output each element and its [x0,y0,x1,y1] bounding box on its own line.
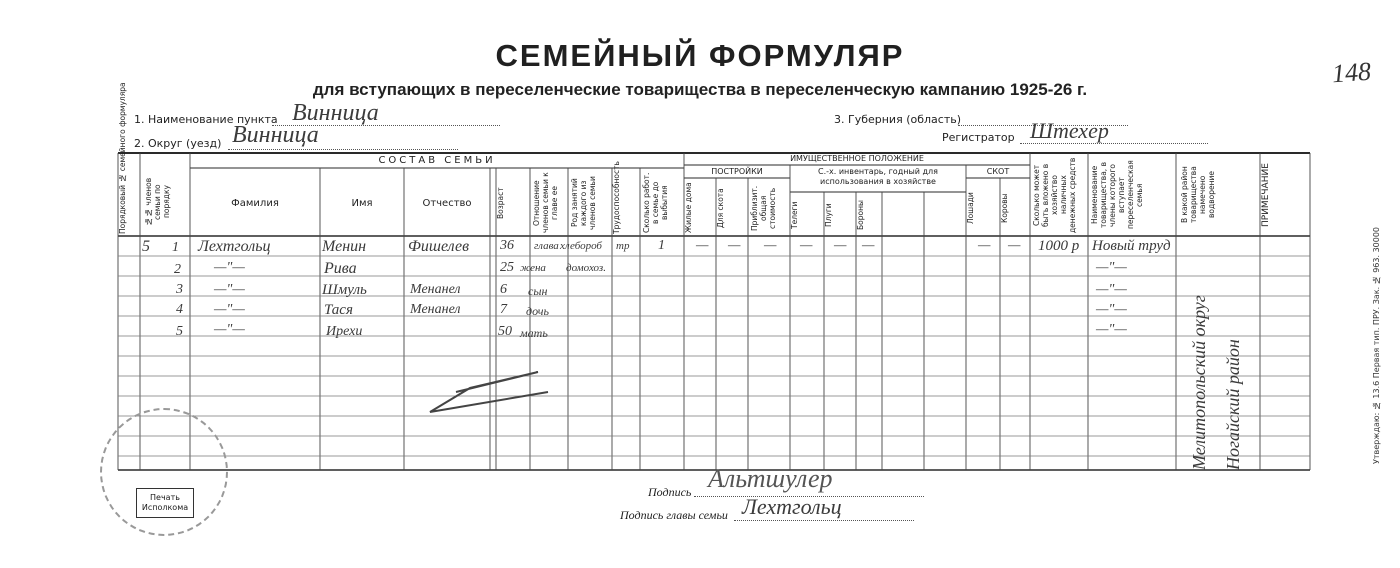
cell-age-4: 7 [500,302,507,317]
cell-money-1: 1000 р [1038,238,1080,254]
head-signature-value: Лехтгольц [742,494,842,519]
stamp-label: Печать Исполкома [136,488,194,518]
col-houses: Жилые дома [684,182,693,234]
field-punkt-value: Винница [292,100,379,126]
cell-surname-5: —"— [214,322,245,337]
cell-form-number: 5 [142,238,150,255]
col-ploughs: Плуги [824,203,833,227]
col-surname: Фамилия [231,198,279,209]
cell-houses-1: — [696,238,709,253]
cell-workers-1: 1 [658,238,665,253]
col-harrows: Бороны [856,200,865,230]
field-guberniya-label: 3. Губерния (область) [834,113,962,126]
cell-patronymic-4: Менанел [410,302,461,317]
field-okrug-value: Винница [232,122,319,148]
page-subtitle: для вступающих в переселенческие товарищества в переселенческую кампанию 1925-26 г. [312,80,1088,99]
cell-surname-4: —"— [214,302,245,317]
col-name: Имя [351,198,373,209]
col-horses: Лошади [966,192,975,224]
group-buildings: ПОСТРОЙКИ [711,167,763,176]
col-carts: Телеги [790,201,799,229]
col-settlement-region: В какой район товарищества намечено водворение [1180,166,1216,224]
cell-relation-2: жена [520,262,546,274]
col-form-number: Порядковый № семейного формуляра [118,82,127,234]
cell-relation-4: дочь [526,304,549,318]
cell-member-3: 3 [176,282,183,297]
page-title: СЕМЕЙНЫЙ ФОРМУЛЯР [495,38,905,73]
cell-occupation-2: домохоз. [566,262,606,274]
group-property: ИМУЩЕСТВЕННОЕ ПОЛОЖЕНИЕ [790,154,924,163]
cell-settlement-region: Мелитопольский округ Ногайский район [1189,295,1243,470]
field-okrug-label: 2. Округ (уезд) [134,137,222,150]
field-registrator-value: Штехер [1030,118,1109,143]
cell-relation-5: мать [520,326,548,340]
cell-name-2: Рива [324,260,357,277]
col-partnership: Наименование товарищества, в члены которого вступает переселенческая семья [1090,160,1144,230]
cell-relation-3: сын [528,284,548,298]
cell-cows-1: — [1008,238,1021,253]
signature-label: Подпись [648,485,692,499]
group-inventory: С.-х. инвентарь, годный для использования в хозяйстве [818,167,938,186]
cell-horses-1: — [978,238,991,253]
cell-member-2: 2 [174,262,181,277]
cell-partnership-4: —"— [1096,302,1127,317]
cell-harrows-1: — [862,238,875,253]
cell-partnership-2: —"— [1096,260,1127,275]
cell-name-3: Шмуль [322,282,367,298]
cell-patronymic-3: Менанел [410,282,461,297]
cell-age-3: 6 [500,282,507,297]
signature-value: Альтшулер [708,464,833,493]
folio-number: 148 [1331,56,1372,89]
cell-member-1: 1 [172,240,179,255]
cell-surname-3: —"— [214,282,245,297]
cell-cattle-1: — [728,238,741,253]
field-registrator-label: Регистратор [942,131,1015,144]
cell-partnership-1: Новый труд [1092,238,1171,254]
field-punkt-label: 1. Наименование пункта [134,113,278,126]
cell-relation-1: глава [534,240,559,252]
col-notes: ПРИМЕЧАНИЕ [1261,163,1271,227]
col-money: Сколько может быть вложено в хозяйство наличных денежных средств [1032,157,1077,233]
cell-age-5: 50 [498,324,512,339]
cell-ability-1: тр [616,240,630,252]
cell-occupation-1: хлебороб [560,240,602,252]
cell-age-1: 36 [500,238,514,253]
cell-name-5: Ирехи [326,324,363,339]
head-signature-line [734,520,914,521]
cell-surname-2: —"— [214,260,245,275]
cell-carts-1: — [800,238,813,253]
col-cattle-shed: Для скота [716,188,725,228]
cell-name-1: Менин [322,238,367,255]
group-livestock: СКОТ [986,167,1010,176]
col-patronymic: Отчество [422,198,472,209]
cell-partnership-3: —"— [1096,282,1127,297]
printer-note: Утверждаю: № 13.6 Первая тип. ПРУ. Зак. № 963. 30000 [1372,226,1381,464]
col-member-number: №№ членов семьи по порядку [144,177,171,227]
col-occupation: Род занятий каждого из членов семьи [570,176,597,230]
col-cows: Коровы [1000,193,1009,223]
col-relation: Отношение членов семьи к главе ее [532,172,559,234]
cell-ploughs-1: — [834,238,847,253]
cell-member-5: 5 [176,324,183,339]
col-age: Возраст [496,187,505,219]
col-workers: Сколько работ. в семье до выбытия [642,172,669,234]
cell-surname-1: Лехтгольц [198,238,271,255]
group-family-composition: СОСТАВ СЕМЬИ [378,155,496,166]
cell-partnership-5: —"— [1096,322,1127,337]
cell-name-4: Тася [324,302,353,318]
col-ability: Трудоспособность [612,161,621,234]
col-total-cost: Приблизит. общая стоимость [750,185,777,231]
cell-cost-1: — [764,238,777,253]
head-signature-label: Подпись главы семьи [620,508,728,522]
cell-age-2: 25 [500,260,514,275]
cell-patronymic-1: Фишелев [408,238,470,255]
cell-member-4: 4 [176,302,183,317]
